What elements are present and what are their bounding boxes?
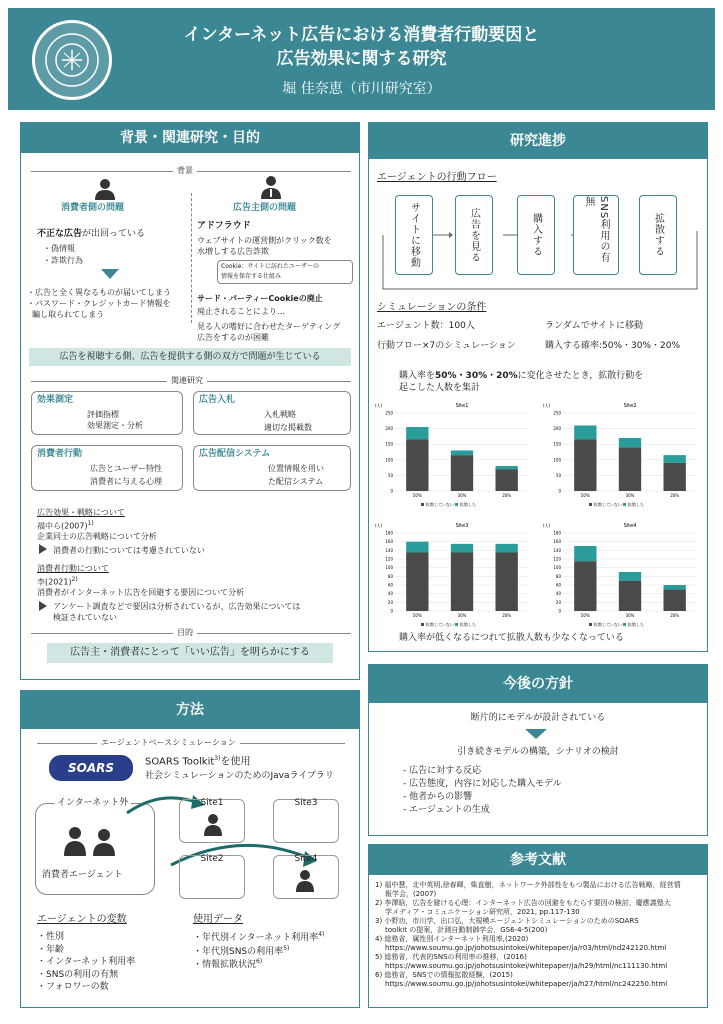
y-tick-label: 0 — [558, 608, 561, 614]
bar-spread — [451, 544, 473, 553]
play-arrow-icon — [39, 544, 47, 554]
x-tick-label: 20% — [502, 493, 512, 498]
y-tick-label: 80 — [555, 573, 561, 579]
y-tick-label: 0 — [390, 488, 393, 494]
legend-label: 拡散していない — [426, 502, 454, 507]
bar-not-spread — [406, 553, 428, 612]
bar-not-spread — [451, 455, 473, 491]
cond-title: シミュレーションの条件 — [377, 302, 487, 313]
x-tick-label: 50% — [412, 613, 422, 618]
conclusion: 購入率が低くなるにつれて拡散人数も少なくなっている — [399, 633, 624, 643]
consumer-person-icon — [93, 178, 117, 200]
site1-box: Site1 — [179, 799, 245, 843]
x-tick-label: 50% — [580, 613, 590, 618]
cookie-note: Cookie：サイトに訪れたユーザーの 情報を保存する仕組み — [217, 260, 353, 284]
bar-spread — [619, 572, 641, 581]
consumer-agents-icon — [62, 826, 122, 856]
x-tick-label: 20% — [502, 613, 512, 618]
legend-label: 拡散した — [628, 622, 644, 627]
cond-1a: エージェント数：100人 — [377, 321, 475, 331]
bar-spread — [496, 544, 518, 553]
title-line-2: 広告効果に関する研究 — [276, 49, 447, 69]
legend-label: 拡散した — [460, 622, 476, 627]
reference-list — [375, 881, 703, 989]
x-tick-label: 20% — [670, 613, 680, 618]
y-tick-label: 160 — [385, 539, 393, 545]
author: 堀 佳奈恵（市川研究室） — [282, 81, 441, 97]
bar-not-spread — [619, 447, 641, 491]
purpose-band: 広告主・消費者にとって「いい広告」を明らかにする — [47, 643, 333, 663]
advertiser-problem-title: 広告主側の問題 — [233, 203, 297, 213]
soars-line-2: 社会シミュレーションのためのJavaライブラリ — [145, 771, 334, 781]
chart-site1 — [373, 399, 539, 511]
future-panel-title: 今後の方針 — [369, 665, 707, 703]
flow-step: SNS利用の有無 — [573, 195, 619, 275]
flow-title: エージェントの行動フロー — [377, 172, 497, 183]
bar-not-spread — [664, 589, 686, 611]
y-tick-label: 0 — [390, 608, 393, 614]
reference-item: 4) 総務省，属性別インターネット利用率,(2020) https://www.soumu.go.jp/johotsusintokei/whitepaper/ja/r03/html/nd242120.html — [375, 935, 667, 952]
y-tick-label: 180 — [553, 530, 561, 536]
y-tick-label: 50 — [555, 472, 561, 478]
chart-title: Site3 — [455, 523, 469, 529]
related-box-delivery: 広告配信システム 位置情報を用い た配信システム — [193, 445, 351, 491]
background-panel — [20, 122, 360, 680]
x-tick-label: 50% — [412, 493, 422, 498]
third-party-cookie: サード・パーティーCookieの廃止 — [197, 294, 323, 303]
sec2-note-1: アンケート調査などで要因は分析されているが、広告効果については — [53, 602, 301, 611]
agent-icon — [296, 870, 314, 892]
y-tick-label: 100 — [385, 457, 393, 463]
sec1-cite: 福中ら$(2007)^{1)}$ — [37, 520, 94, 531]
outside-label: インターネット外 — [54, 798, 131, 809]
third-party-desc: 廃止されることにより… — [197, 307, 285, 316]
adfraud: アドフラウド — [197, 221, 251, 231]
bar-spread — [664, 455, 686, 463]
chart-title: Site2 — [623, 403, 637, 409]
bar-not-spread — [664, 463, 686, 491]
y-tick-label: 160 — [553, 539, 561, 545]
legend-swatch — [589, 623, 592, 626]
flow-step: 購入する — [517, 195, 555, 275]
bar-spread — [406, 427, 428, 439]
reference-item: 3) 小野功，市川学，出口弘，大規模エージェントシミュレーションのためのSOARS toolkit の提案，計測自動制御学会，GS6-4-5(200) — [375, 917, 639, 934]
legend-label: 拡散した — [628, 502, 644, 507]
reference-item: 2) 李澤晗，広告を避ける心理：インターネット広告の回避をもたらす要因の検討，慶應義塾大 学メディア・コミュニケーション研究所，2021, pp.117-130 — [375, 899, 671, 916]
future-list: - 広告に対する反応 - 広告態度，内容に対応した購入モデル - 他者からの影響 - エージェントの生成 — [403, 766, 562, 815]
legend-label: 拡散していない — [594, 502, 622, 507]
reference-item: 1) 福中慧，北中英明,徐春暉，柴直樹，ネットワーク外部性をもつ製品における広告戦略，経営情 報学会，(2007) — [375, 881, 681, 898]
legend-swatch — [455, 503, 458, 506]
bar-spread — [574, 425, 596, 439]
play-arrow-icon — [39, 601, 47, 611]
y-tick-label: 150 — [553, 441, 561, 447]
sec1-note: 消費者の行動については考慮されていない — [53, 546, 205, 555]
y-tick-label: 0 — [558, 488, 561, 494]
references-panel — [368, 844, 708, 1008]
progress-panel-title: 研究進捗 — [369, 123, 707, 159]
targeting-desc-2: 広告をするのが困難 — [197, 333, 269, 342]
poster-header — [8, 8, 715, 110]
related-box-bidding: 広告入札 入札戦略 適切な掲載数 — [193, 391, 351, 435]
related-box-consumer: 消費者行動 広告とユーザー特性 消費者に与える心理 — [31, 445, 183, 491]
y-tick-label: 50 — [387, 472, 393, 478]
agent-label: 消費者エージェント — [42, 870, 123, 880]
bar-not-spread — [574, 561, 596, 611]
consumer-item: ・詐欺行為 — [43, 256, 83, 265]
title-line-1: インターネット広告における消費者行動要因と — [183, 25, 540, 45]
sec2-cite: 李$(2021)^{2)}$ — [37, 576, 78, 587]
sec2-desc: 消費者がインターネット広告を回避する要因について分析 — [37, 588, 245, 597]
y-tick-label: 120 — [385, 556, 393, 562]
y-tick-label: 40 — [555, 591, 561, 597]
data-list: ・年代別インターネット利用率$^{4)}$ ・年代別SNSの利用率$^{5)}$ ・情報拡散状況$^{6)}$ — [193, 931, 325, 970]
consumer-item: ・偽情報 — [43, 244, 75, 253]
y-tick-label: 80 — [387, 573, 393, 579]
related-box-effect: 効果測定 評価指標 効果測定・分析 — [31, 391, 183, 435]
bar-not-spread — [451, 553, 473, 612]
x-tick-label: 30% — [625, 493, 635, 498]
bar-spread — [406, 542, 428, 553]
x-tick-label: 30% — [625, 613, 635, 618]
chart-site3 — [373, 519, 539, 631]
legend-swatch — [421, 503, 424, 506]
method-panel — [20, 690, 360, 1008]
site3-box: Site3 — [273, 799, 339, 843]
label-abs: エージェントベースシミュレーション — [97, 737, 240, 748]
bar-spread — [619, 438, 641, 447]
cond-1b: ランダムでサイトに移動 — [545, 321, 644, 331]
legend-swatch — [421, 623, 424, 626]
method-panel-title: 方法 — [21, 691, 359, 729]
bar-not-spread — [496, 469, 518, 491]
down-arrow-icon — [101, 269, 119, 279]
legend-swatch — [589, 503, 592, 506]
sim-desc-2: 起こした人数を集計 — [399, 383, 481, 393]
legend-label: 拡散していない — [594, 622, 622, 627]
var-list: ・性別 ・年齢 ・インターネット利用率 ・SNSの利用の有無 ・フォロワーの数 — [37, 932, 136, 992]
chart-title: Site4 — [623, 523, 637, 529]
site4-box: Site4 — [273, 855, 339, 899]
sec1-desc: 企業同士の広告戦略について分析 — [37, 532, 157, 541]
soars-logo: SOARS — [49, 755, 133, 781]
y-tick-label: 20 — [387, 599, 393, 605]
sim-desc: 購入率を50%・30%・20%に変化させたとき，拡散行動を — [399, 371, 644, 381]
adfraud-desc-1: ウェブサイトの運営側がクリック数を — [197, 236, 332, 245]
agent-icon — [204, 814, 222, 836]
progress-panel — [368, 122, 708, 652]
sec2-title: 消費者行動について — [37, 564, 109, 573]
legend-label: 拡散していない — [426, 622, 454, 627]
y-tick-label: 60 — [387, 582, 393, 588]
consumer-problem-title: 消費者側の問題 — [61, 203, 125, 213]
y-axis-label: (人) — [543, 403, 551, 408]
legend-swatch — [623, 623, 626, 626]
sec1-title: 広告効果・戦略について — [37, 508, 125, 517]
y-tick-label: 40 — [387, 591, 393, 597]
y-tick-label: 20 — [555, 599, 561, 605]
y-axis-label: (人) — [543, 523, 551, 528]
y-tick-label: 100 — [385, 565, 393, 571]
label-background: 背景 — [173, 165, 197, 176]
x-tick-label: 30% — [457, 613, 467, 618]
cond-2a: 行動フロー×7のシミュレーション — [377, 341, 516, 351]
bar-not-spread — [496, 553, 518, 612]
y-tick-label: 140 — [553, 547, 561, 553]
label-purpose: 目的 — [173, 627, 197, 638]
y-tick-label: 250 — [553, 410, 561, 416]
targeting-desc-1: 見る人の嗜好に合わせたターゲティング — [197, 322, 341, 331]
flow-step: サイトに移動 — [395, 195, 433, 275]
x-tick-label: 30% — [457, 493, 467, 498]
flow-step: 拡散する — [639, 195, 677, 275]
bar-not-spread — [619, 581, 641, 611]
reference-item: 5) 総務省，代表的SNSの利用率の推移，(2016) https://www.soumu.go.jp/johotsusintokei/whitepaper/ja/h29/html/nc111130.html — [375, 953, 668, 970]
y-axis-label: (人) — [375, 523, 383, 528]
x-tick-label: 20% — [670, 493, 680, 498]
sec2-note-2: 検証されていない — [53, 613, 117, 622]
legend-label: 拡散した — [460, 502, 476, 507]
site2-box: Site2 — [179, 855, 245, 899]
legend-swatch — [623, 503, 626, 506]
consumer-bottom: ・広告と全く異なるものが届いてしまう ・パスワード・クレジットカード情報を 騙し取られてしまう — [27, 288, 171, 319]
data-title: 使用データ — [193, 914, 243, 925]
background-panel-title: 背景・関連研究・目的 — [21, 123, 359, 153]
adfraud-desc-2: 水増しする広告詐欺 — [197, 247, 269, 256]
flow-step: 広告を見る — [455, 195, 493, 275]
bar-spread — [664, 585, 686, 589]
down-arrow-icon — [525, 729, 547, 739]
problem-band: 広告を視聴する側、広告を提供する側の双方で問題が生じている — [29, 348, 351, 366]
reference-item: 6) 総務省，SNSでの情報拡散経験，(2015) https://www.soumu.go.jp/johotsusintokei/whitepaper/ja/h27/html/nc242250.html — [375, 971, 668, 988]
legend-swatch — [455, 623, 458, 626]
bar-spread — [574, 546, 596, 561]
advertiser-person-icon — [259, 175, 283, 199]
unfair-ad-rest: が出回っている — [82, 229, 146, 239]
x-tick-label: 50% — [580, 493, 590, 498]
chart-title: Site1 — [455, 403, 469, 409]
y-tick-label: 200 — [385, 426, 393, 432]
y-tick-label: 100 — [553, 457, 561, 463]
soars-line-1: SOARS Toolkit$^{3)}$を使用 — [145, 755, 251, 768]
var-title: エージェントの変数 — [37, 914, 127, 925]
bar-spread — [451, 450, 473, 455]
y-tick-label: 100 — [553, 565, 561, 571]
future-line-2: 引き続きモデルの構築，シナリオの検討 — [457, 747, 619, 757]
y-axis-label: (人) — [375, 403, 383, 408]
chart-site4 — [541, 519, 707, 631]
bar-not-spread — [406, 440, 428, 491]
y-tick-label: 180 — [385, 530, 393, 536]
y-tick-label: 250 — [385, 410, 393, 416]
cond-2b: 購入する確率:50%・30%・20% — [545, 341, 681, 351]
y-tick-label: 120 — [553, 556, 561, 562]
references-panel-title: 参考文献 — [369, 845, 707, 875]
y-tick-label: 60 — [555, 582, 561, 588]
unfair-ad: 不正な広告 — [37, 229, 83, 239]
label-related: 関連研究 — [167, 375, 207, 386]
y-tick-label: 140 — [385, 547, 393, 553]
chart-site2 — [541, 399, 707, 511]
bar-spread — [496, 466, 518, 469]
future-line-1: 断片的にモデルが設計されている — [470, 713, 606, 723]
y-tick-label: 200 — [553, 426, 561, 432]
future-panel — [368, 664, 708, 836]
dashed-divider — [191, 193, 192, 323]
y-tick-label: 150 — [385, 441, 393, 447]
bar-not-spread — [574, 440, 596, 491]
